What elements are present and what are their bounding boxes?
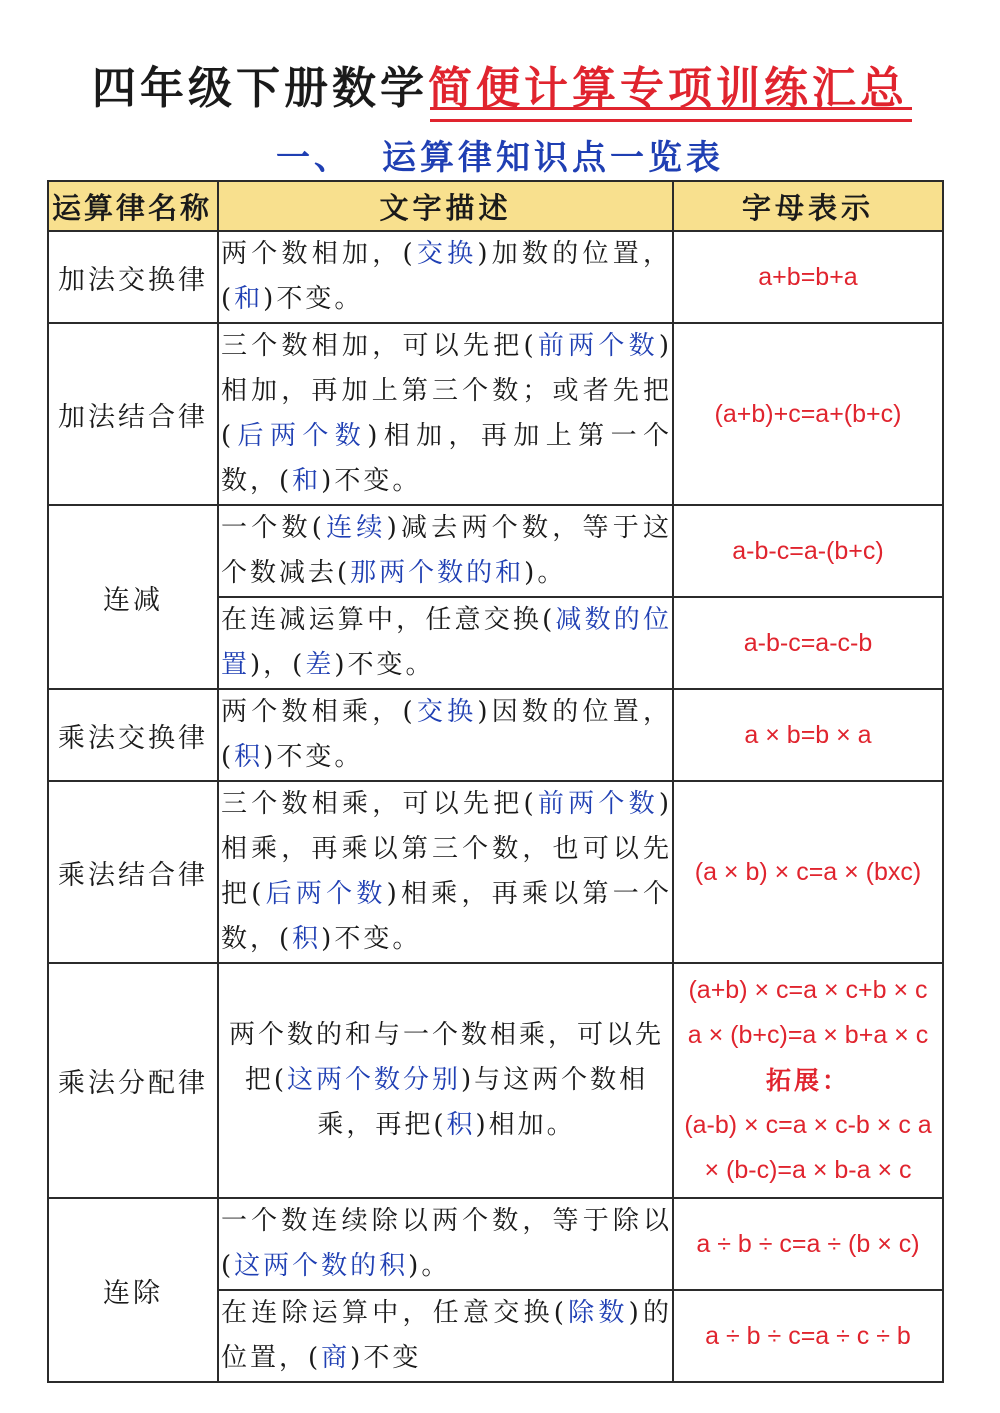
law-name: 连除	[48, 1198, 218, 1382]
law-formula: a × b=b × a	[673, 689, 943, 781]
law-description: 两个数相加，(交换)加数的位置，(和)不变。	[218, 231, 673, 323]
law-name: 乘法交换律	[48, 689, 218, 781]
law-formula: a-b-c=a-(b+c)	[673, 505, 943, 597]
law-description: 三个数相乘，可以先把(前两个数)相乘，再乘以第三个数，也可以先把(后两个数)相乘，再乘以第一个数，(积)不变。	[218, 781, 673, 963]
law-name: 加法结合律	[48, 323, 218, 505]
law-name: 乘法分配律	[48, 963, 218, 1198]
table-row	[48, 505, 943, 597]
formula-line: (a-b) × c=a × c-b × c a	[684, 1111, 932, 1139]
header-row	[48, 181, 943, 231]
table-row	[48, 1198, 943, 1290]
law-formula: (a × b) × c=a × (bxc)	[673, 781, 943, 963]
title-highlight: 简便计算专项训练汇总	[428, 52, 908, 116]
header-formula: 字母表示	[673, 181, 943, 231]
section-title: 运算律知识点一览表	[382, 138, 724, 178]
title-double-underline	[430, 107, 912, 122]
section-heading	[0, 130, 1000, 179]
laws-table	[47, 180, 944, 1383]
law-description: 两个数相乘，(交换)因数的位置，(积)不变。	[218, 689, 673, 781]
law-description: 一个数(连续)减去两个数，等于这个数减去(那两个数的和)。	[218, 505, 673, 597]
table-row	[48, 323, 943, 505]
law-formula: a+b=b+a	[673, 231, 943, 323]
table-row	[48, 231, 943, 323]
law-formula: a ÷ b ÷ c=a ÷ (b × c)	[673, 1198, 943, 1290]
table-row	[48, 781, 943, 963]
section-number: 一、	[276, 138, 352, 178]
table-row	[48, 689, 943, 781]
table-row	[48, 963, 943, 1198]
law-name: 加法交换律	[48, 231, 218, 323]
formula-line: × (b-c)=a × b-a × c	[704, 1156, 912, 1184]
formula-line: a × (b+c)=a × b+a × c	[687, 1021, 929, 1049]
law-description: 在连减运算中，任意交换(减数的位置)，(差)不变。	[218, 597, 673, 689]
law-formula: (a+b)+c=a+(b+c)	[673, 323, 943, 505]
header-description: 文字描述	[218, 181, 673, 231]
extension-label: 拓展：	[765, 1066, 850, 1095]
law-description: 三个数相加，可以先把(前两个数)相加，再加上第三个数；或者先把(后两个数)相加，再加上第一个数，(和)不变。	[218, 323, 673, 505]
law-formula: a-b-c=a-c-b	[673, 597, 943, 689]
law-description: 一个数连续除以两个数，等于除以(这两个数的积)。	[218, 1198, 673, 1290]
law-description: 在连除运算中，任意交换(除数)的位置，(商)不变	[218, 1290, 673, 1382]
law-formula: a ÷ b ÷ c=a ÷ c ÷ b	[673, 1290, 943, 1382]
page-title	[0, 52, 1000, 116]
title-black: 四年级下册数学	[92, 63, 428, 114]
header-name: 运算律名称	[48, 181, 218, 231]
law-name: 乘法结合律	[48, 781, 218, 963]
law-name: 连减	[48, 505, 218, 689]
law-formula	[673, 963, 943, 1198]
formula-line: (a+b) × c=a × c+b × c	[688, 976, 928, 1004]
law-description: 两个数的和与一个数相乘，可以先把(这两个数分别)与这两个数相乘，再把(积)相加。	[218, 963, 673, 1198]
